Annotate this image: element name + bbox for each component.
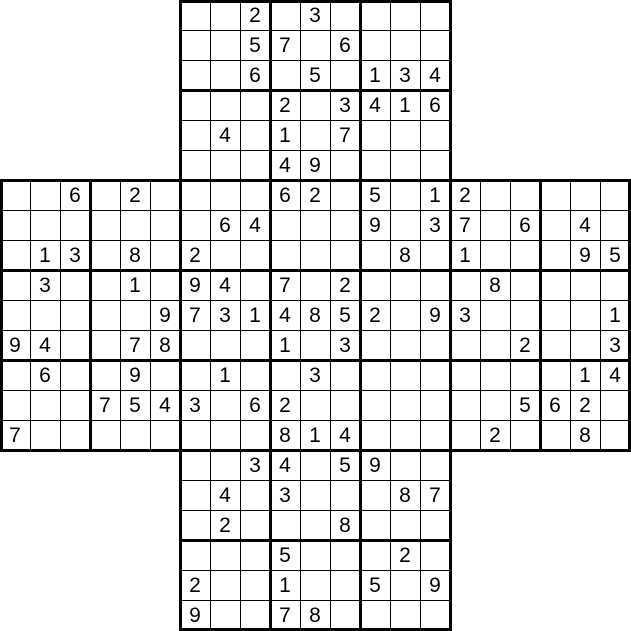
sudoku-cell[interactable]	[480, 210, 510, 240]
sudoku-cell[interactable]: 4	[579, 213, 591, 237]
sudoku-cell[interactable]	[360, 150, 390, 180]
sudoku-cell[interactable]	[390, 0, 420, 30]
sudoku-cell[interactable]: 5	[339, 453, 351, 477]
sudoku-cell[interactable]	[300, 570, 330, 600]
sudoku-cell[interactable]: 2	[219, 513, 231, 537]
sudoku-cell[interactable]: 1	[579, 363, 591, 387]
sudoku-cell[interactable]: 1	[279, 123, 291, 147]
sudoku-cell[interactable]	[540, 270, 570, 300]
sudoku-cell[interactable]: 6	[249, 393, 261, 417]
sudoku-cell[interactable]	[300, 540, 330, 570]
sudoku-cell[interactable]	[300, 480, 330, 510]
sudoku-cell[interactable]: 4	[219, 123, 231, 147]
sudoku-cell[interactable]	[390, 300, 420, 330]
sudoku-cell[interactable]: 9	[429, 303, 441, 327]
sudoku-cell[interactable]	[540, 360, 570, 390]
sudoku-cell[interactable]	[420, 420, 450, 450]
sudoku-cell[interactable]	[600, 270, 630, 300]
sudoku-cell[interactable]	[510, 300, 540, 330]
sudoku-cell[interactable]: 1	[429, 183, 441, 207]
sudoku-cell[interactable]	[570, 270, 600, 300]
sudoku-cell[interactable]: 6	[69, 183, 81, 207]
sudoku-cell[interactable]	[420, 360, 450, 390]
sudoku-cell[interactable]	[60, 420, 90, 450]
sudoku-cell[interactable]: 3	[69, 243, 81, 267]
sudoku-cell[interactable]: 5	[519, 393, 531, 417]
sudoku-cell[interactable]	[210, 90, 240, 120]
sudoku-cell[interactable]	[360, 390, 390, 420]
sudoku-cell[interactable]	[60, 390, 90, 420]
sudoku-cell[interactable]	[0, 210, 30, 240]
sudoku-cell[interactable]	[0, 240, 30, 270]
sudoku-cell[interactable]	[150, 270, 180, 300]
sudoku-cell[interactable]: 2	[369, 303, 381, 327]
sudoku-cell[interactable]: 9	[579, 243, 591, 267]
sudoku-cell[interactable]	[330, 570, 360, 600]
sudoku-cell[interactable]	[420, 390, 450, 420]
sudoku-cell[interactable]: 7	[9, 423, 21, 447]
sudoku-cell[interactable]	[360, 270, 390, 300]
sudoku-cell[interactable]: 9	[159, 303, 171, 327]
sudoku-cell[interactable]	[600, 390, 630, 420]
sudoku-cell[interactable]	[390, 420, 420, 450]
sudoku-cell[interactable]	[240, 120, 270, 150]
sudoku-cell[interactable]	[180, 90, 210, 120]
sudoku-cell[interactable]	[150, 210, 180, 240]
sudoku-cell[interactable]	[480, 300, 510, 330]
sudoku-cell[interactable]: 8	[309, 603, 321, 627]
sudoku-cell[interactable]	[150, 420, 180, 450]
sudoku-cell[interactable]	[330, 240, 360, 270]
sudoku-cell[interactable]	[390, 30, 420, 60]
sudoku-cell[interactable]	[210, 450, 240, 480]
sudoku-cell[interactable]	[390, 180, 420, 210]
sudoku-cell[interactable]	[180, 210, 210, 240]
sudoku-cell[interactable]	[210, 390, 240, 420]
sudoku-cell[interactable]: 1	[309, 423, 321, 447]
sudoku-cell[interactable]	[330, 360, 360, 390]
sudoku-cell[interactable]	[390, 390, 420, 420]
sudoku-cell[interactable]: 8	[399, 483, 411, 507]
sudoku-cell[interactable]: 8	[279, 423, 291, 447]
sudoku-cell[interactable]	[30, 210, 60, 240]
sudoku-cell[interactable]: 9	[369, 213, 381, 237]
sudoku-cell[interactable]	[180, 120, 210, 150]
sudoku-cell[interactable]	[210, 0, 240, 30]
sudoku-cell[interactable]: 9	[189, 603, 201, 627]
sudoku-cell[interactable]	[390, 150, 420, 180]
sudoku-cell[interactable]	[360, 240, 390, 270]
sudoku-cell[interactable]: 9	[429, 573, 441, 597]
sudoku-cell[interactable]	[180, 30, 210, 60]
sudoku-cell[interactable]	[330, 180, 360, 210]
sudoku-cell[interactable]	[90, 180, 120, 210]
sudoku-cell[interactable]	[300, 450, 330, 480]
sudoku-cell[interactable]	[240, 480, 270, 510]
sudoku-cell[interactable]	[330, 390, 360, 420]
sudoku-cell[interactable]	[510, 180, 540, 210]
sudoku-cell[interactable]: 3	[399, 63, 411, 87]
sudoku-cell[interactable]: 1	[369, 63, 381, 87]
sudoku-cell[interactable]	[450, 390, 480, 420]
sudoku-cell[interactable]	[420, 540, 450, 570]
sudoku-cell[interactable]: 5	[249, 33, 261, 57]
sudoku-cell[interactable]	[360, 540, 390, 570]
sudoku-cell[interactable]: 7	[189, 303, 201, 327]
sudoku-cell[interactable]	[210, 330, 240, 360]
sudoku-cell[interactable]	[240, 330, 270, 360]
sudoku-cell[interactable]	[570, 330, 600, 360]
sudoku-cell[interactable]: 4	[159, 393, 171, 417]
sudoku-cell[interactable]	[120, 210, 150, 240]
sudoku-cell[interactable]: 2	[579, 393, 591, 417]
sudoku-cell[interactable]: 3	[309, 363, 321, 387]
sudoku-cell[interactable]: 3	[459, 303, 471, 327]
sudoku-cell[interactable]	[330, 150, 360, 180]
sudoku-cell[interactable]	[180, 60, 210, 90]
sudoku-cell[interactable]	[60, 270, 90, 300]
sudoku-cell[interactable]: 3	[429, 213, 441, 237]
sudoku-cell[interactable]	[300, 270, 330, 300]
sudoku-cell[interactable]	[330, 210, 360, 240]
sudoku-cell[interactable]: 1	[219, 363, 231, 387]
sudoku-cell[interactable]	[300, 90, 330, 120]
sudoku-cell[interactable]: 1	[39, 243, 51, 267]
sudoku-cell[interactable]	[300, 330, 330, 360]
sudoku-cell[interactable]	[540, 180, 570, 210]
sudoku-cell[interactable]	[60, 300, 90, 330]
sudoku-cell[interactable]	[150, 180, 180, 210]
sudoku-cell[interactable]: 2	[189, 243, 201, 267]
sudoku-cell[interactable]: 7	[459, 213, 471, 237]
sudoku-cell[interactable]	[90, 270, 120, 300]
sudoku-cell[interactable]	[270, 360, 300, 390]
sudoku-cell[interactable]: 2	[339, 273, 351, 297]
sudoku-cell[interactable]: 4	[279, 453, 291, 477]
sudoku-cell[interactable]: 4	[279, 303, 291, 327]
sudoku-cell[interactable]	[390, 210, 420, 240]
sudoku-cell[interactable]: 1	[609, 303, 621, 327]
sudoku-cell[interactable]	[180, 510, 210, 540]
sudoku-cell[interactable]	[360, 420, 390, 450]
sudoku-cell[interactable]: 8	[309, 303, 321, 327]
sudoku-cell[interactable]	[570, 300, 600, 330]
sudoku-cell[interactable]	[210, 30, 240, 60]
sudoku-cell[interactable]	[360, 510, 390, 540]
sudoku-cell[interactable]	[240, 90, 270, 120]
sudoku-cell[interactable]: 9	[369, 453, 381, 477]
sudoku-cell[interactable]	[420, 600, 450, 630]
sudoku-cell[interactable]	[390, 360, 420, 390]
sudoku-cell[interactable]: 3	[609, 333, 621, 357]
sudoku-cell[interactable]: 4	[429, 63, 441, 87]
sudoku-cell[interactable]: 3	[249, 453, 261, 477]
sudoku-cell[interactable]	[390, 570, 420, 600]
sudoku-cell[interactable]	[600, 210, 630, 240]
sudoku-cell[interactable]: 3	[39, 273, 51, 297]
sudoku-cell[interactable]: 8	[159, 333, 171, 357]
sudoku-cell[interactable]	[420, 0, 450, 30]
sudoku-cell[interactable]	[480, 360, 510, 390]
sudoku-cell[interactable]	[420, 510, 450, 540]
sudoku-cell[interactable]	[210, 540, 240, 570]
sudoku-cell[interactable]: 2	[519, 333, 531, 357]
sudoku-cell[interactable]	[240, 540, 270, 570]
sudoku-cell[interactable]	[330, 600, 360, 630]
sudoku-cell[interactable]: 7	[279, 603, 291, 627]
sudoku-cell[interactable]	[420, 240, 450, 270]
sudoku-cell[interactable]	[0, 270, 30, 300]
sudoku-cell[interactable]	[360, 0, 390, 30]
sudoku-cell[interactable]: 7	[279, 273, 291, 297]
sudoku-cell[interactable]: 3	[219, 303, 231, 327]
sudoku-cell[interactable]: 2	[399, 543, 411, 567]
sudoku-cell[interactable]	[210, 60, 240, 90]
sudoku-cell[interactable]: 5	[339, 303, 351, 327]
sudoku-cell[interactable]	[360, 30, 390, 60]
sudoku-cell[interactable]	[330, 480, 360, 510]
sudoku-cell[interactable]	[300, 120, 330, 150]
sudoku-cell[interactable]	[330, 60, 360, 90]
sudoku-cell[interactable]	[240, 510, 270, 540]
sudoku-cell[interactable]: 5	[309, 63, 321, 87]
sudoku-cell[interactable]	[180, 0, 210, 30]
sudoku-cell[interactable]: 6	[549, 393, 561, 417]
sudoku-cell[interactable]	[540, 240, 570, 270]
sudoku-cell[interactable]: 1	[249, 303, 261, 327]
sudoku-cell[interactable]	[390, 270, 420, 300]
sudoku-cell[interactable]: 5	[609, 243, 621, 267]
sudoku-cell[interactable]	[420, 450, 450, 480]
sudoku-cell[interactable]: 6	[339, 33, 351, 57]
sudoku-cell[interactable]	[120, 420, 150, 450]
sudoku-cell[interactable]	[90, 240, 120, 270]
sudoku-cell[interactable]	[600, 420, 630, 450]
sudoku-cell[interactable]: 2	[489, 423, 501, 447]
sudoku-cell[interactable]	[390, 120, 420, 150]
sudoku-cell[interactable]	[240, 270, 270, 300]
sudoku-cell[interactable]	[60, 360, 90, 390]
sudoku-cell[interactable]	[420, 150, 450, 180]
sudoku-cell[interactable]: 9	[189, 273, 201, 297]
sudoku-cell[interactable]: 4	[39, 333, 51, 357]
sudoku-cell[interactable]: 4	[249, 213, 261, 237]
sudoku-cell[interactable]	[210, 600, 240, 630]
sudoku-cell[interactable]: 6	[519, 213, 531, 237]
sudoku-cell[interactable]: 4	[219, 273, 231, 297]
sudoku-cell[interactable]	[450, 360, 480, 390]
sudoku-cell[interactable]	[180, 420, 210, 450]
sudoku-cell[interactable]	[270, 0, 300, 30]
sudoku-cell[interactable]: 1	[279, 573, 291, 597]
sudoku-cell[interactable]	[510, 240, 540, 270]
sudoku-cell[interactable]	[420, 270, 450, 300]
sudoku-cell[interactable]: 8	[489, 273, 501, 297]
sudoku-cell[interactable]	[480, 180, 510, 210]
sudoku-cell[interactable]	[300, 510, 330, 540]
sudoku-cell[interactable]	[270, 240, 300, 270]
sudoku-cell[interactable]: 2	[309, 183, 321, 207]
sudoku-cell[interactable]: 3	[279, 483, 291, 507]
sudoku-cell[interactable]	[600, 180, 630, 210]
sudoku-cell[interactable]	[180, 330, 210, 360]
sudoku-cell[interactable]	[180, 150, 210, 180]
sudoku-cell[interactable]	[420, 330, 450, 360]
sudoku-cell[interactable]: 5	[369, 183, 381, 207]
sudoku-cell[interactable]	[450, 420, 480, 450]
sudoku-cell[interactable]	[450, 330, 480, 360]
sudoku-cell[interactable]	[240, 240, 270, 270]
sudoku-cell[interactable]: 3	[309, 3, 321, 27]
sudoku-cell[interactable]: 7	[429, 483, 441, 507]
sudoku-cell[interactable]	[90, 420, 120, 450]
sudoku-cell[interactable]: 1	[279, 333, 291, 357]
sudoku-cell[interactable]: 6	[429, 93, 441, 117]
sudoku-cell[interactable]	[240, 600, 270, 630]
sudoku-cell[interactable]	[450, 270, 480, 300]
sudoku-cell[interactable]: 4	[339, 423, 351, 447]
sudoku-cell[interactable]: 4	[369, 93, 381, 117]
sudoku-cell[interactable]: 2	[459, 183, 471, 207]
sudoku-cell[interactable]	[330, 540, 360, 570]
sudoku-cell[interactable]: 2	[249, 3, 261, 27]
sudoku-cell[interactable]	[240, 180, 270, 210]
sudoku-cell[interactable]	[210, 180, 240, 210]
sudoku-cell[interactable]	[150, 360, 180, 390]
sudoku-cell[interactable]: 6	[279, 183, 291, 207]
sudoku-cell[interactable]: 2	[279, 393, 291, 417]
sudoku-cell[interactable]	[510, 360, 540, 390]
sudoku-cell[interactable]	[60, 330, 90, 360]
sudoku-cell[interactable]	[210, 570, 240, 600]
sudoku-cell[interactable]: 7	[339, 123, 351, 147]
sudoku-cell[interactable]	[90, 210, 120, 240]
sudoku-cell[interactable]: 8	[399, 243, 411, 267]
sudoku-cell[interactable]: 1	[129, 273, 141, 297]
sudoku-cell[interactable]: 9	[9, 333, 21, 357]
sudoku-cell[interactable]	[180, 540, 210, 570]
sudoku-cell[interactable]	[300, 240, 330, 270]
sudoku-cell[interactable]: 7	[279, 33, 291, 57]
sudoku-cell[interactable]	[360, 330, 390, 360]
sudoku-cell[interactable]	[300, 30, 330, 60]
sudoku-cell[interactable]	[390, 330, 420, 360]
sudoku-cell[interactable]: 6	[249, 63, 261, 87]
sudoku-cell[interactable]	[240, 150, 270, 180]
sudoku-cell[interactable]: 3	[189, 393, 201, 417]
sudoku-cell[interactable]: 5	[129, 393, 141, 417]
sudoku-cell[interactable]: 6	[39, 363, 51, 387]
sudoku-cell[interactable]: 9	[309, 153, 321, 177]
sudoku-cell[interactable]: 2	[279, 93, 291, 117]
sudoku-cell[interactable]	[300, 210, 330, 240]
sudoku-cell[interactable]: 5	[369, 573, 381, 597]
sudoku-cell[interactable]	[180, 450, 210, 480]
sudoku-cell[interactable]: 6	[219, 213, 231, 237]
sudoku-cell[interactable]	[360, 360, 390, 390]
sudoku-cell[interactable]: 9	[129, 363, 141, 387]
sudoku-cell[interactable]	[480, 330, 510, 360]
sudoku-cell[interactable]	[60, 210, 90, 240]
sudoku-cell[interactable]	[30, 180, 60, 210]
sudoku-cell[interactable]: 8	[129, 243, 141, 267]
sudoku-cell[interactable]	[570, 180, 600, 210]
sudoku-cell[interactable]: 5	[279, 543, 291, 567]
sudoku-cell[interactable]	[330, 0, 360, 30]
sudoku-cell[interactable]	[0, 300, 30, 330]
sudoku-cell[interactable]: 7	[129, 333, 141, 357]
sudoku-cell[interactable]	[480, 240, 510, 270]
sudoku-cell[interactable]	[210, 240, 240, 270]
sudoku-cell[interactable]	[90, 330, 120, 360]
sudoku-cell[interactable]	[390, 450, 420, 480]
sudoku-cell[interactable]	[420, 30, 450, 60]
sudoku-cell[interactable]: 4	[219, 483, 231, 507]
sudoku-cell[interactable]	[390, 510, 420, 540]
sudoku-cell[interactable]: 2	[189, 573, 201, 597]
sudoku-cell[interactable]	[0, 180, 30, 210]
sudoku-cell[interactable]	[210, 420, 240, 450]
sudoku-cell[interactable]	[180, 480, 210, 510]
sudoku-cell[interactable]	[210, 150, 240, 180]
sudoku-cell[interactable]: 3	[339, 333, 351, 357]
sudoku-cell[interactable]	[90, 300, 120, 330]
sudoku-cell[interactable]	[300, 390, 330, 420]
sudoku-cell[interactable]	[240, 570, 270, 600]
sudoku-cell[interactable]	[180, 180, 210, 210]
sudoku-cell[interactable]	[30, 420, 60, 450]
sudoku-cell[interactable]	[360, 480, 390, 510]
sudoku-cell[interactable]	[120, 300, 150, 330]
sudoku-cell[interactable]	[240, 360, 270, 390]
sudoku-cell[interactable]	[0, 390, 30, 420]
sudoku-cell[interactable]: 8	[579, 423, 591, 447]
sudoku-cell[interactable]	[270, 60, 300, 90]
sudoku-cell[interactable]: 4	[609, 363, 621, 387]
sudoku-cell[interactable]	[0, 360, 30, 390]
sudoku-cell[interactable]	[30, 300, 60, 330]
sudoku-cell[interactable]	[270, 510, 300, 540]
sudoku-cell[interactable]	[360, 600, 390, 630]
sudoku-cell[interactable]: 3	[339, 93, 351, 117]
sudoku-cell[interactable]	[540, 210, 570, 240]
sudoku-cell[interactable]	[180, 360, 210, 390]
sudoku-cell[interactable]	[240, 420, 270, 450]
sudoku-cell[interactable]	[150, 240, 180, 270]
sudoku-cell[interactable]: 7	[99, 393, 111, 417]
sudoku-cell[interactable]: 1	[399, 93, 411, 117]
sudoku-cell[interactable]	[540, 330, 570, 360]
sudoku-cell[interactable]: 1	[459, 243, 471, 267]
sudoku-cell[interactable]	[510, 420, 540, 450]
sudoku-cell[interactable]	[270, 210, 300, 240]
sudoku-cell[interactable]	[420, 120, 450, 150]
sudoku-cell[interactable]	[510, 270, 540, 300]
sudoku-cell[interactable]: 4	[279, 153, 291, 177]
sudoku-cell[interactable]	[540, 300, 570, 330]
sudoku-cell[interactable]	[540, 420, 570, 450]
sudoku-cell[interactable]	[30, 390, 60, 420]
sudoku-cell[interactable]: 8	[339, 513, 351, 537]
sudoku-cell[interactable]	[360, 120, 390, 150]
sudoku-cell[interactable]	[480, 390, 510, 420]
sudoku-cell[interactable]: 2	[129, 183, 141, 207]
sudoku-cell[interactable]	[390, 600, 420, 630]
sudoku-cell[interactable]	[90, 360, 120, 390]
